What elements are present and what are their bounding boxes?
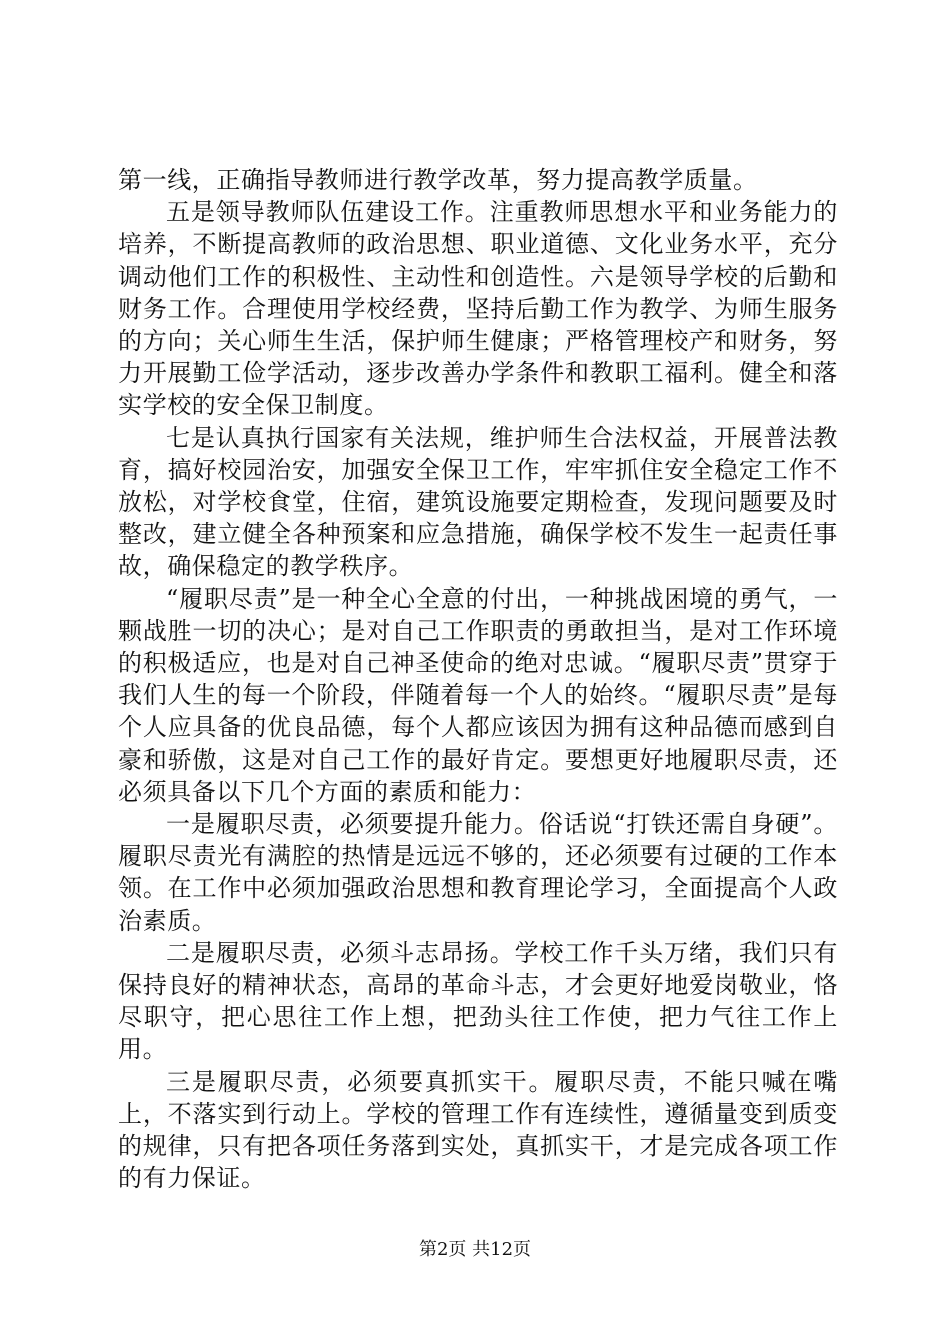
paragraph-duty-definition: “履职尽责”是一种全心全意的付出，一种挑战困境的勇气，一颗战胜一切的决心；是对自己工作职责的勇敢担当，是对工作环境的积极适应，也是对自己神圣使命的绝对忠诚。“履职尽责”贯穿于我们人生的每一个阶段，伴随着每一个人的始终。“履职尽责”是每个人应具备的优良品德，每个人都应该因为拥有这种品德而感到自豪和骄傲，这是对自己工作的最好肯定。要想更好地履职尽责，还必须具备以下几个方面的素质和能力： <box>118 584 838 806</box>
document-body <box>118 164 838 1195</box>
paragraph-practical-work: 三是履职尽责，必须要真抓实干。履职尽责，不能只喊在嘴上，不落实到行动上。学校的管理工作有连续性，遵循量变到质变的规律，只有把各项任务落到实处，真抓实干，才是完成各项工作的有力保证。 <box>118 1067 838 1193</box>
paragraph-improve-ability: 一是履职尽责，必须要提升能力。俗话说“打铁还需自身硬”。履职尽责光有满腔的热情是远远不够的，还必须要有过硬的工作本领。在工作中必须加强政治思想和教育理论学习，全面提高个人政治素质。 <box>118 810 838 935</box>
paragraph-continuation: 第一线，正确指导教师进行教学改革，努力提高教学质量。 <box>118 166 758 194</box>
page-number-footer: 第2页 共12页 <box>418 1239 532 1260</box>
paragraph-fighting-spirit: 二是履职尽责，必须斗志昂扬。学校工作千头万绪，我们只有保持良好的精神状态，高昂的革命斗志，才会更好地爱岗敬业，恪尽职守，把心思往工作上想，把劲头往工作使，把力气往工作上用。 <box>118 938 838 1064</box>
paragraph-teacher-team: 五是领导教师队伍建设工作。注重教师思想水平和业务能力的培养，不断提高教师的政治思想、职业道德、文化业务水平，充分调动他们工作的积极性、主动性和创造性。六是领导学校的后勤和财务工作。合理使用学校经费，坚持后勤工作为教学、为师生服务的方向；关心师生生活，保护师生健康；严格管理校产和财务，努力开展勤工俭学活动，逐步改善办学条件和教职工福利。健全和落实学校的安全保卫制度。 <box>118 198 838 420</box>
paragraph-laws-safety: 七是认真执行国家有关法规，维护师生合法权益，开展普法教育，搞好校园治安，加强安全保卫工作，牢牢抓住安全稳定工作不放松，对学校食堂，住宿，建筑设施要定期检查，发现问题要及时整改，建立健全各种预案和应急措施，确保学校不发生一起责任事故，确保稳定的教学秩序。 <box>118 423 838 581</box>
